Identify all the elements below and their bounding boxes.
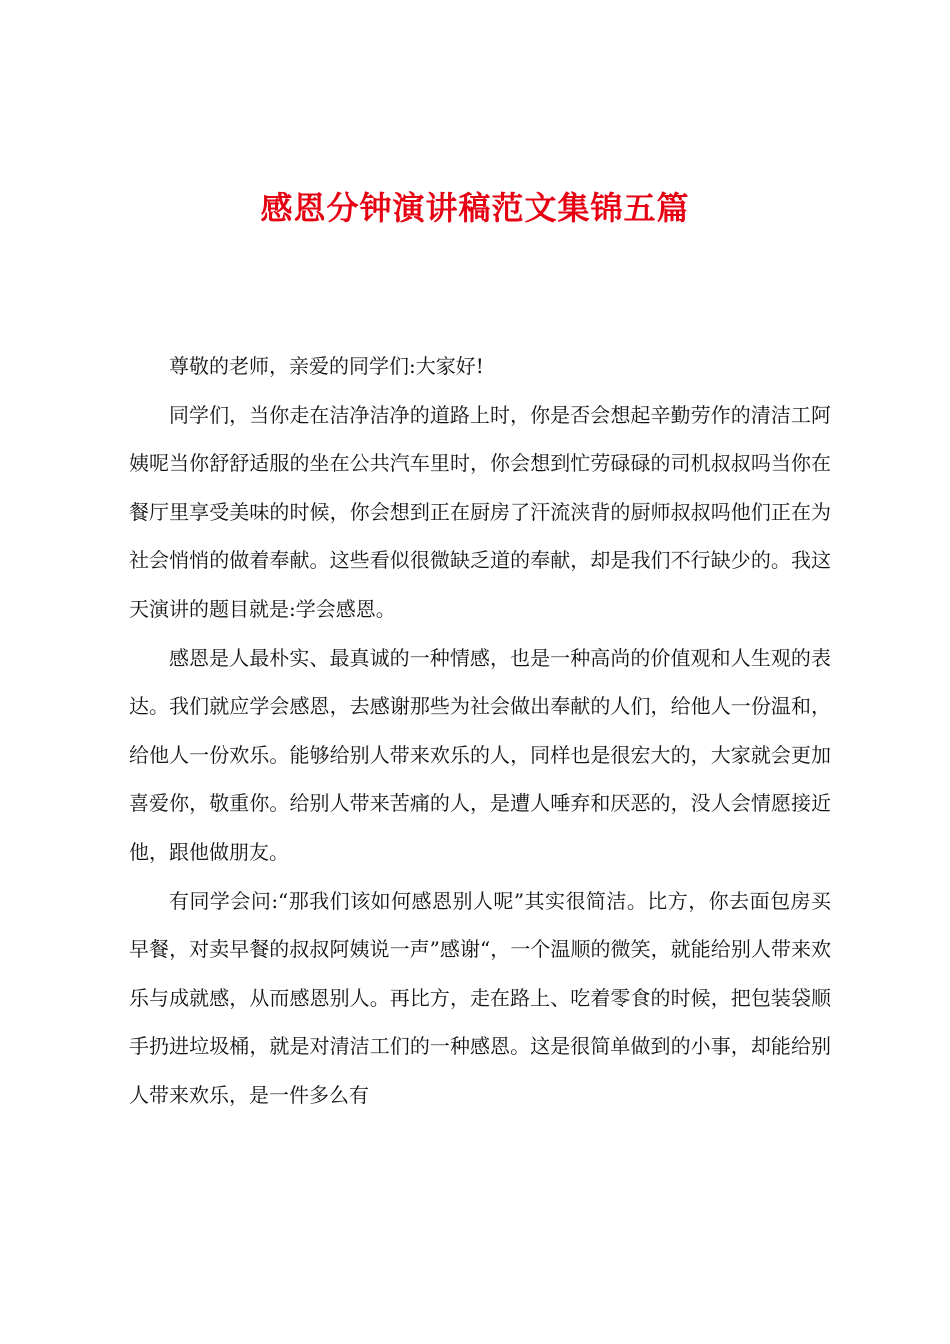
paragraph-intro: 同学们，当你走在洁净洁净的道路上时，你是否会想起辛勤劳作的清洁工阿姨呢当你舒舒适服的坐在公共汽车里时，你会想到忙劳碌碌的司机叔叔吗当你在餐厅里享受美味的时候，你会想到正在厨房了汗流浃背的厨师叔叔吗他们正在为社会悄悄的做着奉献。这些看似很微缺乏道的奉献，却是我们不行缺少的。我这天演讲的题目就是:学会感恩。 xyxy=(129,402,831,621)
document-body xyxy=(129,342,831,1120)
paragraph-greeting: 尊敬的老师，亲爱的同学们:大家好! xyxy=(169,354,484,378)
document-title: 感恩分钟演讲稿范文集锦五篇 xyxy=(260,189,690,227)
paragraph-how-to-thank: 有同学会问:“那我们该如何感恩别人呢”其实很简洁。比方，你去面包房买早餐，对卖早餐的叔叔阿姨说一声”感谢“，一个温顺的微笑，就能给别人带来欢乐与成就感，从而感恩别人。再比方，走在路上、吃着零食的时候，把包装袋顺手扔进垃圾桶，就是对清洁工们的一种感恩。这是很简单做到的小事，却能给别人带来欢乐，是一件多么有 xyxy=(129,888,831,1107)
paragraph-gratitude-definition: 感恩是人最朴实、最真诚的一种情感，也是一种高尚的价值观和人生观的表达。我们就应学会感恩，去感谢那些为社会做出奉献的人们，给他人一份温和，给他人一份欢乐。能够给别人带来欢乐的人，同样也是很宏大的，大家就会更加喜爱你，敬重你。给别人带来苦痛的人，是遭人唾弃和厌恶的，没人会情愿接近他，跟他做朋友。 xyxy=(129,645,831,864)
